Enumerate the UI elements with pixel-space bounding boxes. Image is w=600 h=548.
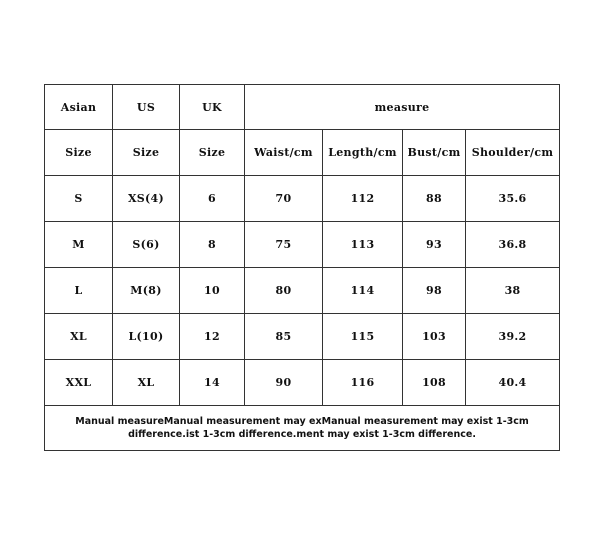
subheader-cell: Size [45, 130, 113, 176]
table-row [45, 268, 560, 314]
table-cell: 113 [323, 222, 403, 268]
table-row [45, 360, 560, 406]
subheader-cell: Shoulder/cm [466, 130, 560, 176]
table-cell: 80 [245, 268, 323, 314]
table-cell: M(8) [113, 268, 180, 314]
table-cell: S(6) [113, 222, 180, 268]
subheader-cell: Length/cm [323, 130, 403, 176]
table-cell: 40.4 [466, 360, 560, 406]
header-measure: measure [245, 85, 560, 130]
table-cell: L [45, 268, 113, 314]
table-cell: 75 [245, 222, 323, 268]
table-row [45, 314, 560, 360]
table-cell: XXL [45, 360, 113, 406]
subheader-cell: Size [113, 130, 180, 176]
table-cell: 14 [180, 360, 245, 406]
table-cell: 70 [245, 176, 323, 222]
subheader-cell: Waist/cm [245, 130, 323, 176]
table-cell: 39.2 [466, 314, 560, 360]
table-cell: 12 [180, 314, 245, 360]
table-cell: 36.8 [466, 222, 560, 268]
table-cell: 103 [403, 314, 466, 360]
table-cell: 116 [323, 360, 403, 406]
table-cell: 38 [466, 268, 560, 314]
table-cell: 85 [245, 314, 323, 360]
table-cell: M [45, 222, 113, 268]
note-row [45, 406, 560, 451]
table-cell: 88 [403, 176, 466, 222]
table-cell: XL [45, 314, 113, 360]
table-cell: 90 [245, 360, 323, 406]
measurement-note: Manual measureManual measurement may exManual measurement may exist 1-3cm difference.ist 1-3cm difference.ment may exist 1-3cm difference. [45, 406, 560, 451]
table-cell: 10 [180, 268, 245, 314]
table-cell: L(10) [113, 314, 180, 360]
header-asian: Asian [45, 85, 113, 130]
table-cell: 98 [403, 268, 466, 314]
table-cell: 8 [180, 222, 245, 268]
table-row [45, 176, 560, 222]
table-cell: XS(4) [113, 176, 180, 222]
table-cell: 108 [403, 360, 466, 406]
table-cell: 35.6 [466, 176, 560, 222]
header-us: US [113, 85, 180, 130]
table-cell: 115 [323, 314, 403, 360]
table-cell: XL [113, 360, 180, 406]
size-chart-table [44, 84, 560, 451]
subheader-cell: Bust/cm [403, 130, 466, 176]
subheader-cell: Size [180, 130, 245, 176]
header-row [45, 85, 560, 130]
table-cell: 114 [323, 268, 403, 314]
table-cell: 93 [403, 222, 466, 268]
table-cell: 6 [180, 176, 245, 222]
subheader-row [45, 130, 560, 176]
table-cell: S [45, 176, 113, 222]
table-cell: 112 [323, 176, 403, 222]
table-row [45, 222, 560, 268]
header-uk: UK [180, 85, 245, 130]
